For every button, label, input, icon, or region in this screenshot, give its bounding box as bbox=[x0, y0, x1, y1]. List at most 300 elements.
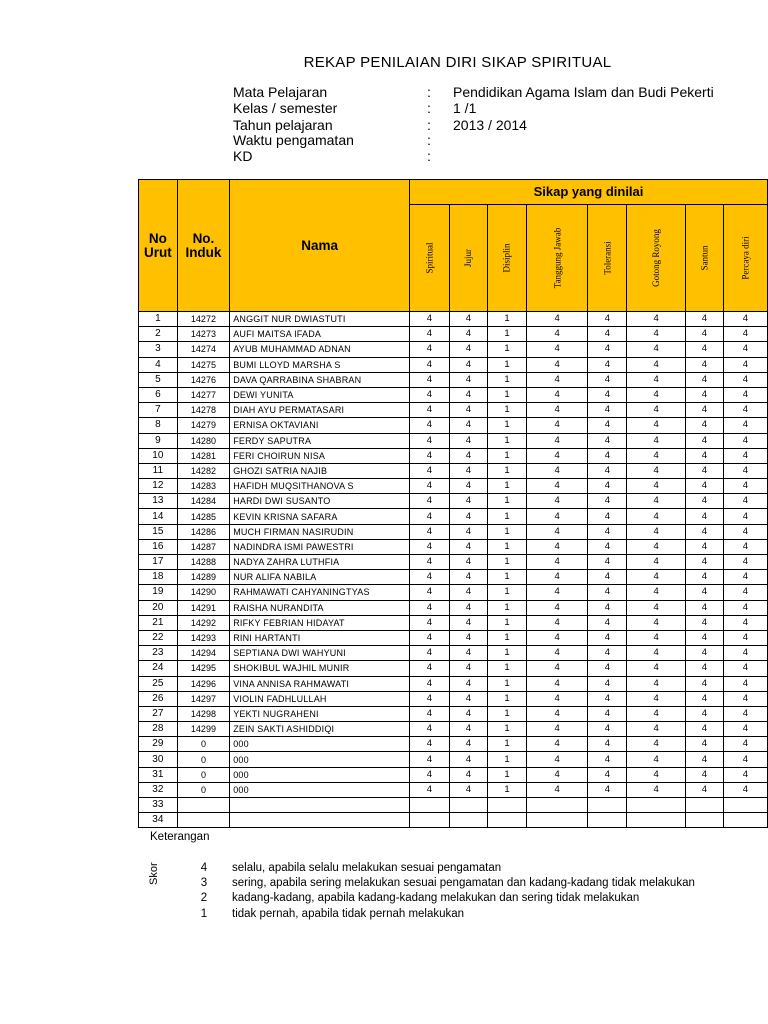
cell-score: 1 bbox=[488, 403, 527, 418]
table-row bbox=[139, 813, 768, 828]
cell-score: 4 bbox=[723, 691, 767, 706]
cell-score: 1 bbox=[488, 433, 527, 448]
cell-score: 4 bbox=[627, 600, 686, 615]
cell-score bbox=[686, 813, 724, 828]
cell-score: 4 bbox=[526, 448, 588, 463]
cell-score: 4 bbox=[588, 570, 627, 585]
table-row bbox=[139, 555, 768, 570]
table-row bbox=[139, 615, 768, 630]
cell-induk: 0 bbox=[177, 767, 230, 782]
cell-induk: 14293 bbox=[177, 630, 230, 645]
cell-score: 4 bbox=[449, 782, 487, 797]
cell-score: 4 bbox=[686, 524, 724, 539]
cell-score: 4 bbox=[526, 463, 588, 478]
cell-score: 4 bbox=[686, 630, 724, 645]
cell-score: 4 bbox=[588, 706, 627, 721]
cell-score: 4 bbox=[526, 646, 588, 661]
cell-score: 4 bbox=[409, 767, 449, 782]
cell-score: 4 bbox=[449, 357, 487, 372]
cell-score: 4 bbox=[409, 782, 449, 797]
cell-score: 4 bbox=[686, 387, 724, 402]
cell-score: 1 bbox=[488, 737, 527, 752]
cell-score: 4 bbox=[686, 782, 724, 797]
meta-value: 2013 / 2014 bbox=[453, 117, 527, 133]
table-row bbox=[139, 691, 768, 706]
cell-score: 1 bbox=[488, 357, 527, 372]
cell-nama: FERDY SAPUTRA bbox=[230, 433, 410, 448]
cell-score: 4 bbox=[588, 433, 627, 448]
cell-score: 4 bbox=[627, 691, 686, 706]
cell-score: 4 bbox=[686, 555, 724, 570]
cell-score: 4 bbox=[686, 494, 724, 509]
cell-nama bbox=[230, 813, 410, 828]
cell-score: 4 bbox=[627, 706, 686, 721]
cell-nama: ZEIN SAKTI ASHIDDIQI bbox=[230, 722, 410, 737]
cell-nama: 000 bbox=[230, 782, 410, 797]
cell-score: 4 bbox=[723, 706, 767, 721]
cell-score: 4 bbox=[723, 312, 767, 327]
cell-score: 4 bbox=[723, 403, 767, 418]
cell-score: 4 bbox=[723, 418, 767, 433]
cell-score: 4 bbox=[627, 615, 686, 630]
table-row bbox=[139, 312, 768, 327]
cell-score bbox=[723, 798, 767, 813]
legend-text: selalu, apabila selalu melakukan sesuai pengamatan bbox=[232, 862, 502, 874]
cell-score: 4 bbox=[686, 357, 724, 372]
cell-no: 33 bbox=[139, 798, 178, 813]
cell-score: 4 bbox=[627, 737, 686, 752]
cell-score: 4 bbox=[449, 752, 487, 767]
cell-score bbox=[627, 798, 686, 813]
cell-score: 4 bbox=[409, 646, 449, 661]
cell-score: 4 bbox=[627, 661, 686, 676]
cell-score: 4 bbox=[588, 615, 627, 630]
cell-score: 4 bbox=[627, 418, 686, 433]
cell-induk: 14290 bbox=[177, 585, 230, 600]
cell-score: 4 bbox=[588, 676, 627, 691]
cell-score: 4 bbox=[526, 676, 588, 691]
cell-score: 4 bbox=[449, 737, 487, 752]
cell-score: 4 bbox=[449, 600, 487, 615]
cell-score: 4 bbox=[526, 312, 588, 327]
cell-score: 4 bbox=[686, 706, 724, 721]
cell-nama: 000 bbox=[230, 767, 410, 782]
cell-no: 11 bbox=[139, 463, 178, 478]
cell-nama: DAVA QARRABINA SHABRAN bbox=[230, 372, 410, 387]
table-row bbox=[139, 752, 768, 767]
cell-score: 4 bbox=[627, 752, 686, 767]
legend-score: 3 bbox=[200, 877, 208, 889]
header-criterion: Jujur bbox=[449, 205, 487, 312]
cell-score: 4 bbox=[526, 615, 588, 630]
cell-nama: VIOLIN FADHLULLAH bbox=[230, 691, 410, 706]
cell-score: 4 bbox=[588, 555, 627, 570]
cell-score: 4 bbox=[686, 615, 724, 630]
cell-score: 4 bbox=[526, 767, 588, 782]
header-nama: Nama bbox=[230, 180, 410, 312]
cell-induk: 14273 bbox=[177, 327, 230, 342]
cell-score: 4 bbox=[627, 433, 686, 448]
cell-score: 4 bbox=[686, 403, 724, 418]
cell-score: 4 bbox=[588, 403, 627, 418]
cell-induk: 14295 bbox=[177, 661, 230, 676]
cell-score: 4 bbox=[409, 539, 449, 554]
cell-score: 4 bbox=[409, 752, 449, 767]
cell-no: 12 bbox=[139, 479, 178, 494]
cell-score: 4 bbox=[409, 387, 449, 402]
cell-score: 4 bbox=[723, 767, 767, 782]
cell-induk: 14285 bbox=[177, 509, 230, 524]
cell-induk: 0 bbox=[177, 752, 230, 767]
cell-nama: RIFKY FEBRIAN HIDAYAT bbox=[230, 615, 410, 630]
cell-score: 4 bbox=[723, 752, 767, 767]
cell-score: 4 bbox=[449, 706, 487, 721]
cell-score: 4 bbox=[449, 479, 487, 494]
cell-score: 4 bbox=[627, 509, 686, 524]
cell-nama: NUR ALIFA NABILA bbox=[230, 570, 410, 585]
cell-score: 1 bbox=[488, 646, 527, 661]
meta-value: 1 /1 bbox=[453, 100, 477, 116]
meta-colon: : bbox=[427, 84, 431, 100]
cell-score: 4 bbox=[588, 327, 627, 342]
cell-no: 30 bbox=[139, 752, 178, 767]
cell-nama bbox=[230, 798, 410, 813]
keterangan-label: Keterangan bbox=[150, 831, 210, 843]
cell-score: 1 bbox=[488, 463, 527, 478]
cell-score: 4 bbox=[449, 585, 487, 600]
cell-score: 4 bbox=[449, 646, 487, 661]
table-row bbox=[139, 676, 768, 691]
header-sikap: Sikap yang dinilai bbox=[409, 180, 767, 205]
cell-score: 4 bbox=[627, 767, 686, 782]
cell-score: 4 bbox=[588, 691, 627, 706]
cell-score: 1 bbox=[488, 312, 527, 327]
cell-score: 4 bbox=[526, 630, 588, 645]
cell-no: 9 bbox=[139, 433, 178, 448]
cell-nama: BUMI LLOYD MARSHA S bbox=[230, 357, 410, 372]
cell-score: 4 bbox=[686, 312, 724, 327]
cell-no: 4 bbox=[139, 357, 178, 372]
cell-nama: ERNISA OKTAVIANI bbox=[230, 418, 410, 433]
cell-score: 4 bbox=[723, 585, 767, 600]
cell-no: 1 bbox=[139, 312, 178, 327]
cell-score: 4 bbox=[723, 433, 767, 448]
cell-score: 4 bbox=[588, 737, 627, 752]
cell-score: 4 bbox=[409, 418, 449, 433]
cell-score: 4 bbox=[588, 372, 627, 387]
cell-score: 4 bbox=[449, 555, 487, 570]
header-criterion: Percaya diri bbox=[723, 205, 767, 312]
cell-no: 18 bbox=[139, 570, 178, 585]
cell-score: 1 bbox=[488, 372, 527, 387]
cell-no: 2 bbox=[139, 327, 178, 342]
table-row bbox=[139, 403, 768, 418]
cell-score: 4 bbox=[588, 646, 627, 661]
cell-nama: FERI CHOIRUN NISA bbox=[230, 448, 410, 463]
cell-score: 4 bbox=[526, 403, 588, 418]
header-no-urut: No Urut bbox=[139, 180, 178, 312]
cell-nama: ANGGIT NUR DWIASTUTI bbox=[230, 312, 410, 327]
table-row bbox=[139, 418, 768, 433]
cell-score bbox=[488, 798, 527, 813]
cell-score: 4 bbox=[723, 661, 767, 676]
page-title: REKAP PENILAIAN DIRI SIKAP SPIRITUAL bbox=[303, 54, 612, 71]
cell-nama: NADINDRA ISMI PAWESTRI bbox=[230, 539, 410, 554]
assessment-table bbox=[138, 179, 768, 828]
cell-score: 4 bbox=[588, 722, 627, 737]
cell-score: 1 bbox=[488, 539, 527, 554]
cell-score: 4 bbox=[409, 312, 449, 327]
cell-induk: 0 bbox=[177, 782, 230, 797]
cell-score: 4 bbox=[449, 570, 487, 585]
cell-score: 4 bbox=[526, 661, 588, 676]
cell-score: 4 bbox=[723, 570, 767, 585]
cell-score: 4 bbox=[449, 676, 487, 691]
cell-score: 4 bbox=[409, 570, 449, 585]
cell-score: 1 bbox=[488, 600, 527, 615]
cell-score: 4 bbox=[526, 418, 588, 433]
cell-nama: NADYA ZAHRA LUTHFIA bbox=[230, 555, 410, 570]
cell-no: 13 bbox=[139, 494, 178, 509]
cell-score: 4 bbox=[449, 615, 487, 630]
cell-score bbox=[409, 798, 449, 813]
cell-score: 4 bbox=[449, 448, 487, 463]
cell-score: 4 bbox=[409, 403, 449, 418]
cell-score: 4 bbox=[449, 767, 487, 782]
cell-score: 4 bbox=[409, 737, 449, 752]
cell-score: 4 bbox=[627, 524, 686, 539]
cell-no: 6 bbox=[139, 387, 178, 402]
cell-nama: AYUB MUHAMMAD ADNAN bbox=[230, 342, 410, 357]
cell-score: 4 bbox=[686, 661, 724, 676]
legend-score: 4 bbox=[200, 862, 208, 874]
cell-nama: DIAH AYU PERMATASARI bbox=[230, 403, 410, 418]
cell-score: 4 bbox=[588, 782, 627, 797]
cell-score: 4 bbox=[588, 661, 627, 676]
cell-induk: 14291 bbox=[177, 600, 230, 615]
cell-no: 25 bbox=[139, 676, 178, 691]
cell-score: 1 bbox=[488, 509, 527, 524]
cell-score bbox=[723, 813, 767, 828]
cell-no: 17 bbox=[139, 555, 178, 570]
cell-score: 4 bbox=[627, 630, 686, 645]
cell-induk: 14287 bbox=[177, 539, 230, 554]
cell-score: 1 bbox=[488, 752, 527, 767]
cell-score: 1 bbox=[488, 615, 527, 630]
cell-score: 4 bbox=[723, 539, 767, 554]
cell-score: 1 bbox=[488, 585, 527, 600]
cell-no: 8 bbox=[139, 418, 178, 433]
cell-score: 4 bbox=[409, 357, 449, 372]
cell-score: 1 bbox=[488, 555, 527, 570]
cell-score: 4 bbox=[723, 600, 767, 615]
cell-score: 4 bbox=[723, 509, 767, 524]
cell-score: 4 bbox=[627, 357, 686, 372]
cell-score: 4 bbox=[526, 782, 588, 797]
cell-score: 1 bbox=[488, 782, 527, 797]
cell-induk: 14282 bbox=[177, 463, 230, 478]
cell-no: 7 bbox=[139, 403, 178, 418]
cell-score: 4 bbox=[627, 403, 686, 418]
cell-score: 4 bbox=[526, 706, 588, 721]
table-row bbox=[139, 448, 768, 463]
cell-score: 4 bbox=[723, 463, 767, 478]
cell-nama: SEPTIANA DWI WAHYUNI bbox=[230, 646, 410, 661]
cell-no: 16 bbox=[139, 539, 178, 554]
cell-nama: RINI HARTANTI bbox=[230, 630, 410, 645]
cell-score: 4 bbox=[588, 509, 627, 524]
cell-score: 4 bbox=[409, 555, 449, 570]
cell-score: 4 bbox=[409, 494, 449, 509]
cell-score: 4 bbox=[723, 342, 767, 357]
meta-label: Kelas / semester bbox=[233, 100, 338, 116]
table-row bbox=[139, 387, 768, 402]
cell-score: 4 bbox=[627, 372, 686, 387]
table-row bbox=[139, 342, 768, 357]
cell-score: 4 bbox=[409, 327, 449, 342]
cell-score: 4 bbox=[686, 722, 724, 737]
meta-colon: : bbox=[427, 132, 431, 148]
meta-label: KD bbox=[233, 148, 253, 164]
meta-label: Mata Pelajaran bbox=[233, 84, 328, 100]
cell-score: 4 bbox=[686, 463, 724, 478]
cell-score bbox=[588, 798, 627, 813]
cell-nama: YEKTI NUGRAHENI bbox=[230, 706, 410, 721]
cell-score: 4 bbox=[449, 630, 487, 645]
cell-nama: AUFI MAITSA IFADA bbox=[230, 327, 410, 342]
cell-induk: 14278 bbox=[177, 403, 230, 418]
meta-colon: : bbox=[427, 117, 431, 133]
cell-induk: 14284 bbox=[177, 494, 230, 509]
cell-no: 29 bbox=[139, 737, 178, 752]
header-criterion: Spiritual bbox=[409, 205, 449, 312]
cell-score: 4 bbox=[686, 570, 724, 585]
cell-score: 4 bbox=[723, 555, 767, 570]
cell-score: 1 bbox=[488, 691, 527, 706]
table-row bbox=[139, 585, 768, 600]
cell-score: 4 bbox=[588, 342, 627, 357]
cell-score: 4 bbox=[627, 585, 686, 600]
table-row bbox=[139, 524, 768, 539]
cell-score: 4 bbox=[588, 539, 627, 554]
cell-nama: GHOZI SATRIA NAJIB bbox=[230, 463, 410, 478]
table-row bbox=[139, 767, 768, 782]
cell-induk bbox=[177, 813, 230, 828]
cell-no: 14 bbox=[139, 509, 178, 524]
meta-colon: : bbox=[427, 148, 431, 164]
cell-score: 4 bbox=[627, 387, 686, 402]
cell-score: 1 bbox=[488, 676, 527, 691]
cell-no: 27 bbox=[139, 706, 178, 721]
cell-nama: RAHMAWATI CAHYANINGTYAS bbox=[230, 585, 410, 600]
cell-score: 4 bbox=[449, 327, 487, 342]
table-row bbox=[139, 737, 768, 752]
cell-score: 4 bbox=[526, 722, 588, 737]
cell-nama: VINA ANNISA RAHMAWATI bbox=[230, 676, 410, 691]
cell-score bbox=[526, 798, 588, 813]
cell-induk: 14297 bbox=[177, 691, 230, 706]
meta-label: Waktu pengamatan bbox=[233, 132, 354, 148]
table-row bbox=[139, 494, 768, 509]
cell-induk: 14299 bbox=[177, 722, 230, 737]
cell-score: 4 bbox=[449, 433, 487, 448]
cell-score: 4 bbox=[686, 448, 724, 463]
cell-score: 4 bbox=[627, 479, 686, 494]
cell-no: 28 bbox=[139, 722, 178, 737]
cell-score: 4 bbox=[686, 752, 724, 767]
cell-score: 4 bbox=[526, 539, 588, 554]
cell-score bbox=[449, 813, 487, 828]
cell-nama: 000 bbox=[230, 752, 410, 767]
cell-score: 4 bbox=[526, 327, 588, 342]
cell-score: 4 bbox=[449, 463, 487, 478]
cell-score: 4 bbox=[409, 706, 449, 721]
header-criterion: Toleransi bbox=[588, 205, 627, 312]
cell-score: 4 bbox=[526, 372, 588, 387]
cell-score: 4 bbox=[526, 737, 588, 752]
cell-score: 1 bbox=[488, 342, 527, 357]
cell-score: 4 bbox=[723, 448, 767, 463]
cell-induk: 14283 bbox=[177, 479, 230, 494]
cell-no: 23 bbox=[139, 646, 178, 661]
cell-score: 1 bbox=[488, 448, 527, 463]
cell-score: 4 bbox=[409, 630, 449, 645]
cell-score bbox=[449, 798, 487, 813]
cell-score: 4 bbox=[723, 782, 767, 797]
cell-score: 4 bbox=[627, 448, 686, 463]
cell-induk: 14288 bbox=[177, 555, 230, 570]
table-row bbox=[139, 661, 768, 676]
cell-score: 1 bbox=[488, 706, 527, 721]
cell-score bbox=[686, 798, 724, 813]
cell-score: 4 bbox=[588, 418, 627, 433]
cell-no: 26 bbox=[139, 691, 178, 706]
cell-score: 4 bbox=[686, 539, 724, 554]
table-row bbox=[139, 463, 768, 478]
table-row bbox=[139, 722, 768, 737]
cell-no: 34 bbox=[139, 813, 178, 828]
cell-no: 3 bbox=[139, 342, 178, 357]
cell-score: 4 bbox=[449, 722, 487, 737]
skor-label: Skor bbox=[148, 862, 160, 885]
cell-score: 4 bbox=[723, 387, 767, 402]
cell-score: 1 bbox=[488, 630, 527, 645]
cell-score: 4 bbox=[627, 494, 686, 509]
cell-score: 4 bbox=[627, 342, 686, 357]
cell-score: 4 bbox=[627, 570, 686, 585]
cell-score: 4 bbox=[409, 342, 449, 357]
table-row bbox=[139, 539, 768, 554]
cell-score: 4 bbox=[588, 630, 627, 645]
cell-score: 4 bbox=[526, 570, 588, 585]
cell-induk: 14276 bbox=[177, 372, 230, 387]
cell-score: 1 bbox=[488, 387, 527, 402]
cell-score: 4 bbox=[627, 646, 686, 661]
table-row bbox=[139, 706, 768, 721]
cell-score: 4 bbox=[627, 782, 686, 797]
cell-nama: SHOKIBUL WAJHIL MUNIR bbox=[230, 661, 410, 676]
cell-no: 5 bbox=[139, 372, 178, 387]
cell-score: 4 bbox=[723, 479, 767, 494]
cell-score: 4 bbox=[627, 312, 686, 327]
cell-score bbox=[526, 813, 588, 828]
cell-score: 4 bbox=[588, 387, 627, 402]
cell-score: 4 bbox=[588, 600, 627, 615]
cell-score: 4 bbox=[686, 767, 724, 782]
cell-score: 4 bbox=[409, 509, 449, 524]
meta-label: Tahun pelajaran bbox=[233, 117, 333, 133]
cell-nama: DEWI YUNITA bbox=[230, 387, 410, 402]
